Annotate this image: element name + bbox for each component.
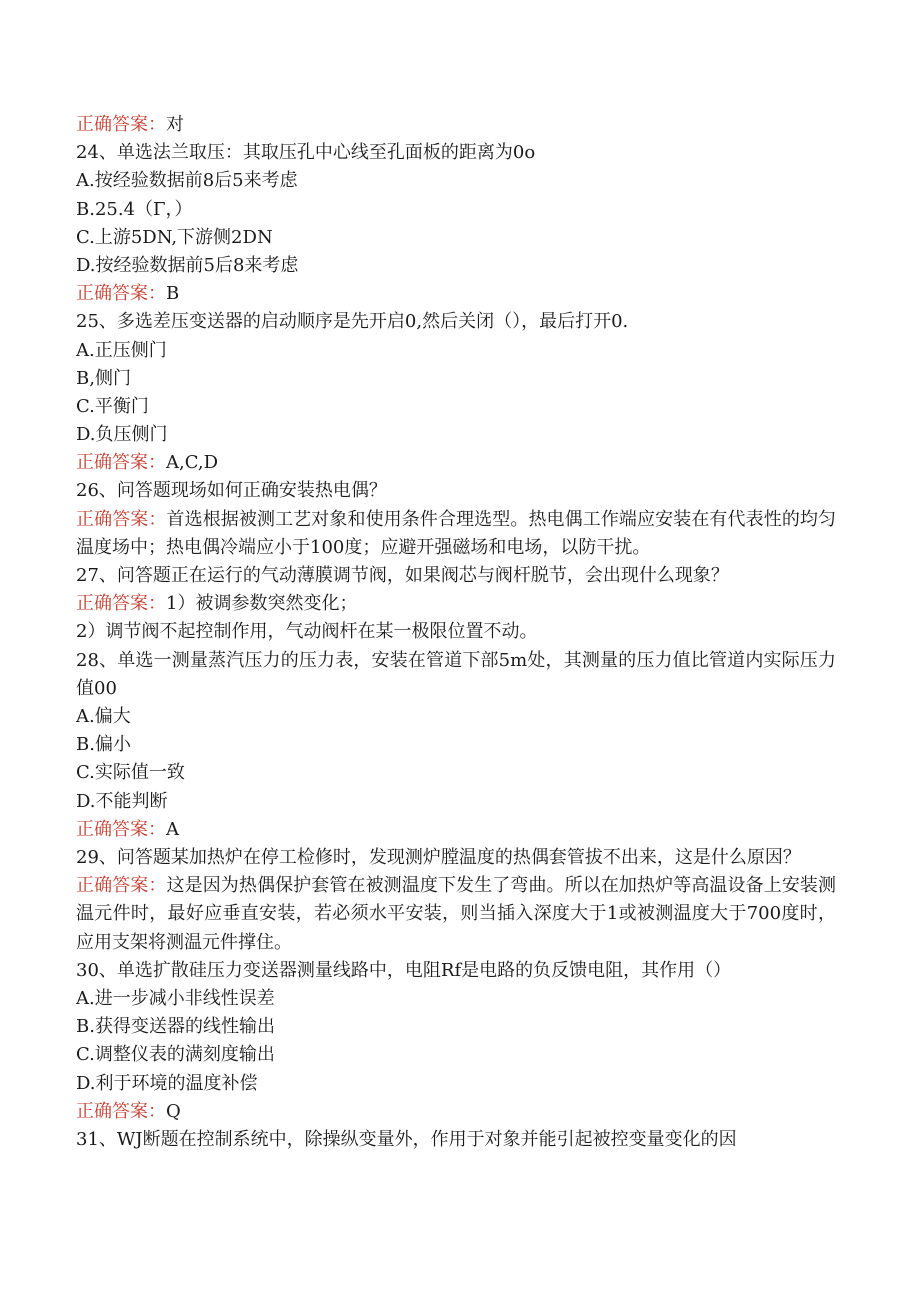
answer-line — [76, 1098, 836, 1126]
text-line: 27、问答题正在运行的气动薄膜调节阀，如果阀芯与阀杆脱节，会出现什么现象？ — [76, 565, 729, 587]
answer-label: 正确答案： — [76, 875, 167, 897]
answer-label: 正确答案： — [76, 452, 166, 474]
text-line: B.偏小 — [76, 734, 131, 756]
answer-label: 正确答案： — [76, 818, 166, 840]
text-line: C.上游5DN,下游侧2DN — [76, 226, 273, 248]
text-line: D.不能判断 — [76, 790, 168, 812]
text-line: C.平衡门 — [76, 395, 149, 417]
answer-label: 正确答案： — [76, 593, 166, 615]
answer-line — [76, 111, 836, 139]
answer-label: 正确答案： — [76, 114, 166, 135]
text-line: A.按经验数据前8后5来考虑 — [76, 170, 298, 192]
answer-text: A — [166, 818, 179, 840]
question-text: 28、单选一测量蒸汽压力的压力表，安装在管道下部5m处，其测量的压力值比管道内实际压力值00 — [76, 649, 836, 699]
text-line: D.按经验数据前5后8来考虑 — [76, 254, 299, 276]
answer-text: 首选根据被测工艺对象和使用条件合理选型。热电偶工作端应安装在有代表性的均匀温度场中；热电偶冷端应小于100度；应避开强磁场和电场，以防干扰。 — [76, 508, 837, 558]
answer-text: A,C,D — [166, 452, 219, 474]
text-line: A.进一步减小非线性误差 — [76, 988, 275, 1010]
answer-label: 正确答案： — [76, 508, 167, 530]
answer-line — [76, 872, 836, 957]
answer-text: 这是因为热偶保护套管在被测温度下发生了弯曲。所以在加热炉等高温设备上安装测温元件时，最好应垂直安装，若必须水平安装，则当插入深度大于1或被测温度大于700度时，应用支架将测温元件撑住。 — [76, 875, 837, 953]
question-text: 29、问答题某加热炉在停工检修时，发现测炉膛温度的热偶套管拔不出来，这是什么原因？ — [76, 847, 801, 869]
answer-label: 正确答案： — [76, 1100, 166, 1122]
text-line: C.实际值一致 — [76, 762, 185, 784]
answer-line — [76, 280, 836, 308]
answer-text: B — [166, 283, 180, 305]
answer-text: 1）被调参数突然变化； — [166, 593, 358, 615]
text-line: C.调整仪表的满刻度输出 — [76, 1044, 275, 1066]
answer-text: Q — [166, 1100, 181, 1122]
text-line: 30、单选扩散硅压力变送器测量线路中，电阻Rf是电路的负反馈电阻，其作用（） — [76, 959, 732, 981]
text-line: B,侧门 — [76, 367, 131, 389]
text-line: 24、单选法兰取压：其取压孔中心线至孔面板的距离为0o — [76, 142, 536, 164]
answer-line — [76, 816, 836, 844]
text-line: 31、WJ断题在控制系统中，除操纵变量外，作用于对象并能引起被控变量变化的因 — [76, 1128, 737, 1150]
text-line: 25、多选差压变送器的启动顺序是先开启0,然后关闭（），最后打开0. — [76, 311, 629, 333]
text-line: D.利于环境的温度补偿 — [76, 1072, 258, 1094]
answer-label: 正确答案： — [76, 283, 166, 305]
text-line: 26、问答题现场如何正确安装热电偶？ — [76, 480, 387, 502]
answer-text: 对 — [166, 114, 184, 135]
text-line: A.正压侧门 — [76, 339, 167, 361]
text-line: B.获得变送器的线性输出 — [76, 1016, 275, 1038]
text-line: A.偏大 — [76, 706, 131, 728]
text-line: 2）调节阀不起控制作用，气动阀杆在某一极限位置不动。 — [76, 621, 538, 643]
document-body — [76, 111, 836, 1154]
answer-line — [76, 590, 836, 618]
answer-line — [76, 449, 836, 477]
text-line: D.负压侧门 — [76, 424, 168, 446]
text-line: B.25.4（Γ，） — [76, 198, 193, 220]
answer-line — [76, 506, 836, 562]
